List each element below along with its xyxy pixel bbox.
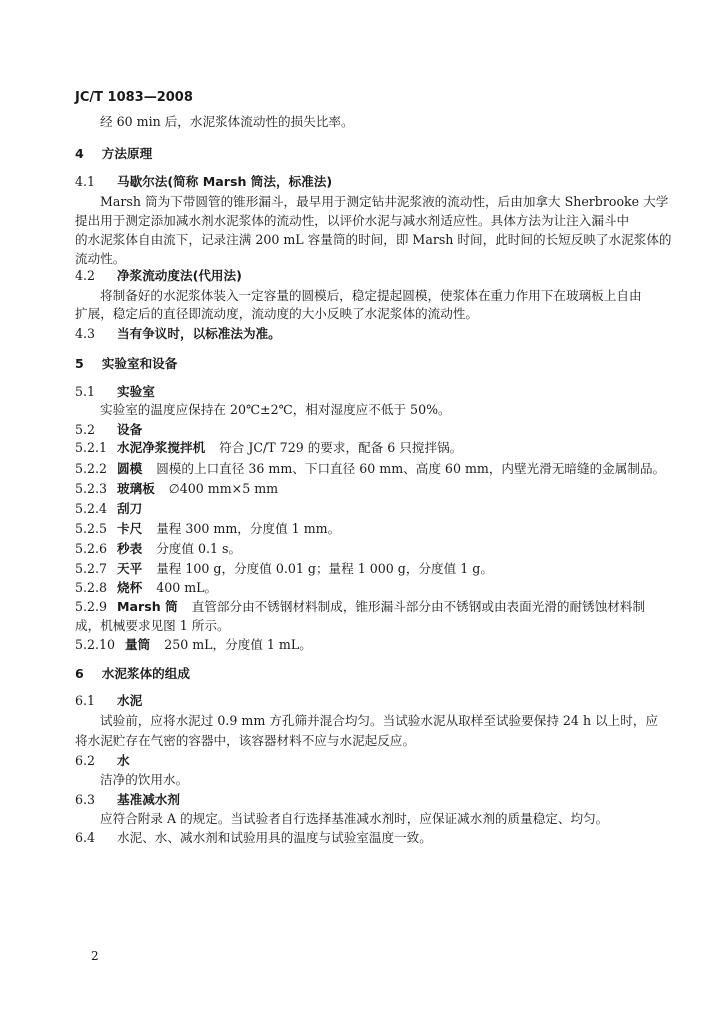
- item-name: 水泥净浆搅拌机: [117, 440, 206, 455]
- item-text: 圆模的上口直径 36 mm、下口直径 60 mm、高度 60 mm，内壁光滑无暗缝的金属制品。: [156, 461, 666, 476]
- section-text: 当有争议时，以标准法为准。: [117, 326, 281, 341]
- section-title: 净浆流动度法(代用法): [117, 268, 242, 283]
- item-number: 5.2.6: [75, 541, 108, 556]
- equipment-item: [75, 541, 241, 557]
- section-title: 方法原理: [101, 146, 153, 161]
- section-4-3: [75, 326, 281, 342]
- item-text: 符合 JC/T 729 的要求，配备 6 只搅拌锅。: [219, 440, 463, 455]
- equipment-item: [75, 561, 493, 577]
- equipment-item: [75, 637, 312, 653]
- section-4-2-heading: [75, 268, 242, 284]
- section-text: 水泥、水、减水剂和试验用具的温度与试验室温度一致。: [117, 830, 432, 845]
- section-number: 5: [75, 356, 84, 371]
- paragraph-line: 的水泥浆体自由流下，记录注满 200 mL 容量筒的时间，即 Marsh 时间，此时间的长短反映了水泥浆体的: [75, 232, 672, 247]
- page-number: 2: [91, 949, 99, 963]
- section-title: 基准减水剂: [117, 792, 180, 807]
- item-text: 直管部分由不锈钢材料制成，锥形漏斗部分由不锈钢或由表面光滑的耐锈蚀材料制: [191, 599, 646, 614]
- item-text: 量程 300 mm，分度值 1 mm。: [156, 521, 341, 536]
- item-number: 5.2.1: [75, 440, 108, 455]
- paragraph-line: 成，机械要求见图 1 所示。: [75, 618, 230, 633]
- section-5-1-heading: [75, 384, 155, 400]
- paragraph-line: 洁净的饮用水。: [100, 772, 189, 787]
- item-name: 秒表: [117, 541, 143, 556]
- section-title: 水泥浆体的组成: [101, 666, 190, 681]
- equipment-item: [75, 481, 278, 497]
- equipment-item: [75, 440, 462, 456]
- section-number: 6.3: [75, 792, 96, 807]
- equipment-item: [75, 580, 217, 596]
- section-title: 水: [117, 753, 130, 768]
- item-number: 5.2.9: [75, 599, 108, 614]
- item-number: 5.2.7: [75, 561, 108, 576]
- section-6-4: [75, 830, 432, 846]
- section-4-1-heading: [75, 174, 332, 190]
- item-text: 400 mL。: [156, 580, 218, 595]
- item-text: 量程 100 g，分度值 0.01 g；量程 1 000 g，分度值 1 g。: [156, 561, 493, 576]
- item-number: 5.2.8: [75, 580, 108, 595]
- document-header: JC/T 1083—2008: [75, 90, 193, 105]
- section-number: 5.1: [75, 384, 96, 399]
- paragraph-line: 应符合附录 A 的规定。当试验者自行选择基准减水剂时，应保证减水剂的质量稳定、均匀。: [100, 811, 609, 826]
- paragraph-line: 将水泥贮存在气密的容器中，该容器材料不应与水泥起反应。: [75, 733, 416, 748]
- section-number: 4.3: [75, 326, 96, 341]
- item-number: 5.2.3: [75, 481, 108, 496]
- equipment-item: [75, 521, 340, 537]
- section-number: 4.1: [75, 174, 96, 189]
- paragraph-line: 将制备好的水泥浆体装入一定容量的圆模后，稳定提起圆模，使浆体在重力作用下在玻璃板上自由: [100, 288, 642, 303]
- section-number: 5.2: [75, 422, 96, 437]
- item-text: ∅400 mm×5 mm: [168, 481, 279, 496]
- paragraph-line: 扩展，稳定后的直径即流动度，流动度的大小反映了水泥浆体的流动性。: [75, 306, 478, 321]
- item-text: 250 mL，分度值 1 mL。: [164, 637, 312, 652]
- section-6-heading: [75, 666, 190, 682]
- section-4-heading: [75, 146, 152, 162]
- section-number: 6.1: [75, 693, 96, 708]
- item-name: 玻璃板: [117, 481, 155, 496]
- section-number: 6.2: [75, 753, 96, 768]
- item-name: 卡尺: [117, 521, 143, 536]
- section-title: 水泥: [117, 693, 143, 708]
- item-name: 刮刀: [117, 501, 143, 516]
- paragraph-line: 流动性。: [75, 251, 126, 266]
- item-number: 5.2.5: [75, 521, 108, 536]
- item-number: 5.2.10: [75, 637, 116, 652]
- section-number: 4: [75, 146, 84, 161]
- section-title: 设备: [117, 422, 143, 437]
- intro-line: 经 60 min 后，水泥浆体流动性的损失比率。: [100, 114, 354, 129]
- section-title: 实验室和设备: [101, 356, 178, 371]
- item-number: 5.2.4: [75, 501, 108, 516]
- section-title: 马歇尔法(简称 Marsh 筒法，标准法): [117, 174, 333, 189]
- paragraph-line: Marsh 筒为下带圆管的锥形漏斗，最早用于测定钻井泥浆液的流动性，后由加拿大 Sherbrooke 大学: [100, 194, 669, 209]
- item-name: Marsh 筒: [117, 599, 178, 614]
- item-name: 量筒: [125, 637, 151, 652]
- section-6-2-heading: [75, 753, 130, 769]
- section-number: 4.2: [75, 268, 96, 283]
- section-5-heading: [75, 356, 177, 372]
- equipment-item: [75, 599, 645, 615]
- paragraph-line: 提出用于测定添加减水剂水泥浆体的流动性，以评价水泥与减水剂适应性。具体方法为让注入漏斗中: [75, 213, 630, 228]
- paragraph-line: 实验室的温度应保持在 20℃±2℃，相对湿度应不低于 50%。: [100, 402, 451, 417]
- item-text: 分度值 0.1 s。: [156, 541, 242, 556]
- item-name: 烧杯: [117, 580, 143, 595]
- section-6-3-heading: [75, 792, 180, 808]
- equipment-item: [75, 501, 142, 517]
- item-name: 圆模: [117, 461, 143, 476]
- paragraph-line: 试验前，应将水泥过 0.9 mm 方孔筛并混合均匀。当试验水泥从取样至试验要保持 24 h 以上时，应: [100, 713, 659, 728]
- item-name: 天平: [117, 561, 143, 576]
- section-title: 实验室: [117, 384, 155, 399]
- section-number: 6: [75, 666, 84, 681]
- section-6-1-heading: [75, 693, 142, 709]
- section-number: 6.4: [75, 830, 96, 845]
- section-5-2-heading: [75, 422, 142, 438]
- item-number: 5.2.2: [75, 461, 108, 476]
- equipment-item: [75, 461, 665, 477]
